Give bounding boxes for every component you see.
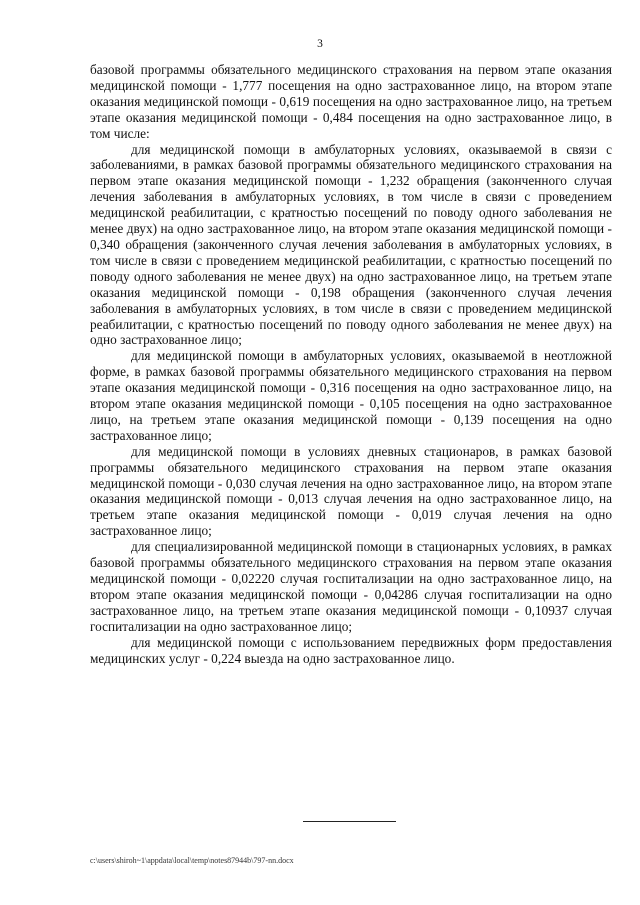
paragraph-ambulatory-urgent: для медицинской помощи в амбулаторных условиях, оказываемой в неотложной форме, в рамках базовой программы обязательного медицинского страхования на первом этапе оказания медицинской помощи - 0,316 посещения на одно застрахованное лицо, на втором этапе оказания медицинской помощи - 0,105 посещения на одно застрахованное лицо, на третьем этапе оказания медицинской помощи - 0,139 посещения на одно застрахованное лицо; — [90, 348, 612, 443]
document-body — [90, 62, 612, 666]
paragraph-mobile-services: для медицинской помощи с использованием передвижных форм предоставления медицинских услуг - 0,224 выезда на одно застрахованное лицо. — [90, 634, 612, 666]
paragraph-inpatient: для специализированной медицинской помощи в стационарных условиях, в рамках базовой программы обязательного медицинского страхования на первом этапе оказания медицинской помощи - 0,02220 случая госпитализации на одно застрахованное лицо, на втором этапе оказания медицинской помощи - 0,04286 случая госпитализации на одно застрахованное лицо, на третьем этапе оказания медицинской помощи - 0,10937 случая госпитализации на одно застрахованное лицо; — [90, 539, 612, 634]
footer-separator — [303, 821, 396, 822]
paragraph-ambulatory-disease: для медицинской помощи в амбулаторных условиях, оказываемой в связи с заболеваниями, в рамках базовой программы обязательного медицинского страхования на первом этапе оказания медицинской помощи - 1,232 обращения (законченного случая лечения заболевания в амбулаторных условиях, в том числе в связи с проведением медицинской реабилитации, с кратностью посещений по поводу одного заболевания не менее двух) на одно застрахованное лицо, на втором этапе оказания медицинской помощи - 0,340 обращения (законченного случая лечения заболевания в амбулаторных условиях, в том числе в связи с проведением медицинской реабилитации, с кратностью посещений по поводу одного заболевания не менее двух) на одно застрахованное лицо, на третьем этапе оказания медицинской помощи - 0,198 обращения (законченного случая лечения заболевания в амбулаторных условиях, в том числе в связи с проведением медицинской реабилитации, с кратностью посещений по поводу одного заболевания не менее двух) на одно застрахованное лицо; — [90, 141, 612, 348]
footer-file-path: c:\users\shiroh~1\appdata\local\temp\notes87944b\797-nn.docx — [90, 856, 294, 865]
paragraph-continuation: базовой программы обязательного медицинского страхования на первом этапе оказания медицинской помощи - 1,777 посещения на одно застрахованное лицо, на втором этапе оказания медицинской помощи - 0,619 посещения на одно застрахованное лицо, на третьем этапе оказания медицинской помощи - 0,484 посещения на одно застрахованное лицо, в том числе: — [90, 62, 612, 141]
page-number: 3 — [317, 38, 323, 50]
paragraph-day-hospital: для медицинской помощи в условиях дневных стационаров, в рамках базовой программы обязательного медицинского страхования на первом этапе оказания медицинской помощи - 0,030 случая лечения на одно застрахованное лицо, на втором этапе оказания медицинской помощи - 0,013 случая лечения на одно застрахованное лицо, на третьем этапе оказания медицинской помощи - 0,019 случая лечения на одно застрахованное лицо; — [90, 443, 612, 539]
